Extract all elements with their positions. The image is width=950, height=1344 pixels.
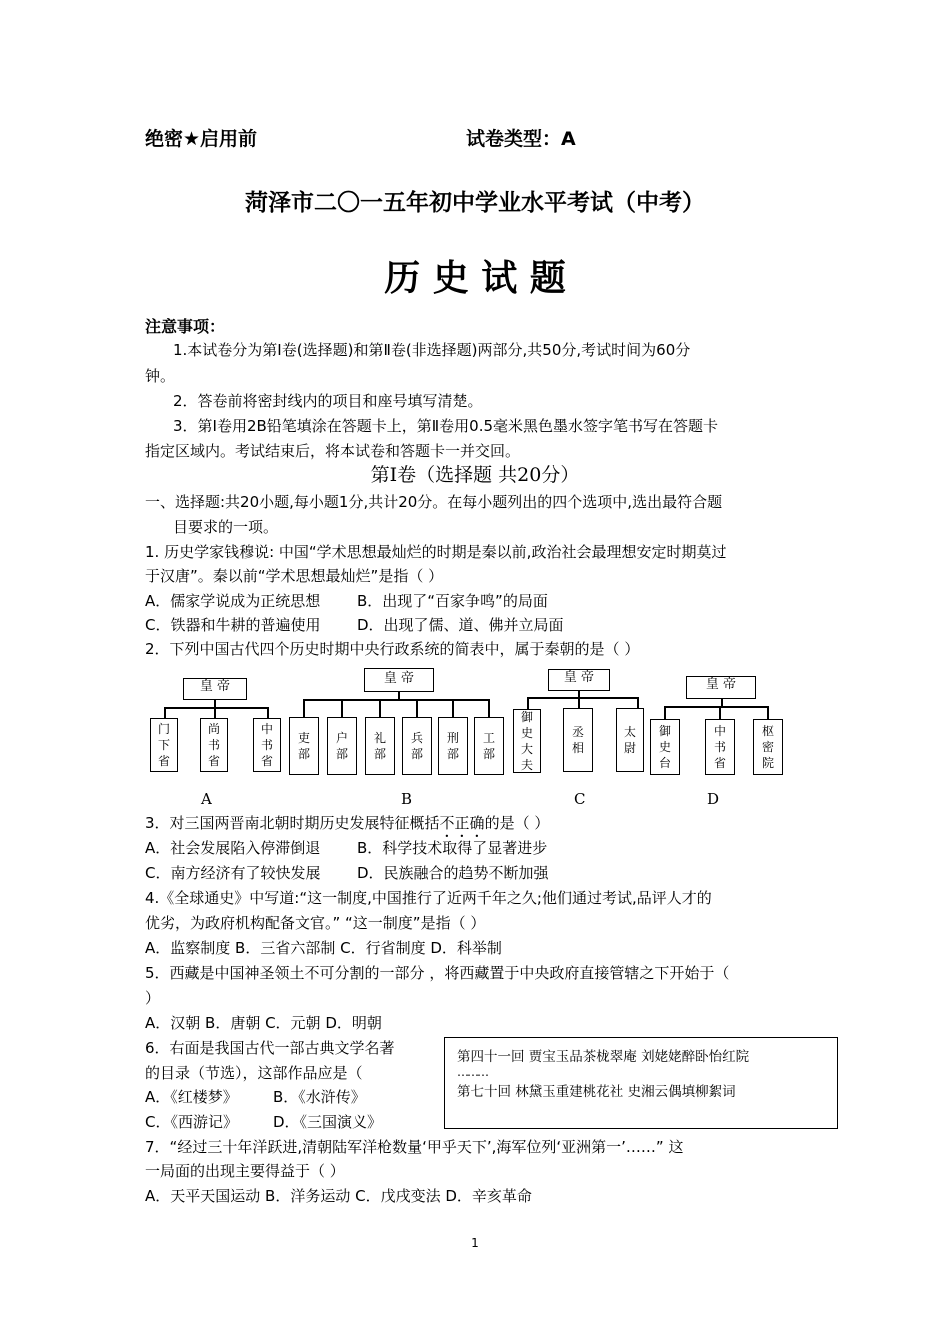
- exam-title: 菏泽市二〇一五年初中学业水平考试（中考）: [245, 190, 705, 216]
- diagram-c-box-2: 丞相: [563, 708, 593, 772]
- q6-stem: 6．右面是我国古代一部古典文学名著: [145, 1039, 395, 1057]
- q1-stem: 1. 历史学家钱穆说: 中国“学术思想最灿烂的时期是秦以前,政治社会最理想安定时期莫过: [145, 543, 727, 561]
- q4-options: A．监察制度 B．三省六部制 C．行省制度 D．科举制: [145, 939, 502, 957]
- diagram-c-box-1: 御史大夫: [513, 709, 541, 773]
- diagram-d-box-3: 枢密院: [753, 719, 783, 775]
- diagram-label-d: D: [707, 790, 720, 808]
- diagram-label-a: A: [201, 790, 212, 808]
- diagram-a-box-2: 尚书省: [200, 718, 228, 772]
- q1-option-d: D．出现了儒、道、佛并立局面: [357, 616, 564, 634]
- paper-type-label: 试卷类型：A: [466, 128, 576, 150]
- diagram-label-c: C: [574, 790, 586, 808]
- q6-contents-line-1: 第四十一回 贾宝玉品茶栊翠庵 刘姥姥醉卧怡红院: [457, 1049, 750, 1065]
- secret-label: 绝密★启用前: [145, 128, 258, 150]
- q6-contents-line-2: 第七十回 林黛玉重建桃花社 史湘云偶填柳絮词: [457, 1084, 736, 1100]
- q6-option-c: C．《西游记》: [145, 1113, 238, 1131]
- diagram-b-box-5: 刑部: [438, 717, 468, 775]
- q6-option-a: A．《红楼梦》: [145, 1088, 238, 1106]
- diagram-b-box-3: 礼部: [365, 717, 395, 775]
- q6-contents-box: [444, 1037, 838, 1129]
- q7-stem-cont: 一局面的出现主要得益于（ ）: [145, 1162, 345, 1180]
- diagram-label-b: B: [401, 790, 413, 808]
- q1-option-a: A．儒家学说成为正统思想: [145, 592, 321, 610]
- q1-stem-cont: 于汉唐”。秦以前“学术思想最灿烂”是指（ ）: [145, 567, 444, 585]
- note-3: 3．第Ⅰ卷用2B铅笔填涂在答题卡上，第Ⅱ卷用0.5毫米黑色墨水签字笔书写在答题卡: [173, 417, 719, 435]
- note-3-cont: 指定区域内。考试结束后，将本试卷和答题卡一并交回。: [145, 442, 521, 460]
- diagram-b-box-2: 户部: [327, 717, 357, 775]
- diagram-b-emperor: 皇 帝: [364, 668, 434, 692]
- subject-title: 历 史 试 题: [384, 258, 566, 299]
- page-number: 1: [471, 1236, 479, 1250]
- part1-title: 第Ⅰ卷（选择题 共20分）: [370, 464, 580, 486]
- diagram-c-emperor: 皇 帝: [548, 669, 610, 691]
- q5-options: A．汉朝 B．唐朝 C．元朝 D．明朝: [145, 1014, 382, 1032]
- q7-stem: 7．“经过三十年洋跃进,清朝陆军洋枪数量‘甲乎天下’,海军位列‘亚洲第一’……” 这: [145, 1138, 684, 1156]
- diagram-a-box-3: 中书省: [253, 718, 281, 772]
- q6-stem-cont: 的目录（节选），这部作品应是（: [145, 1064, 363, 1082]
- notes-heading: 注意事项：: [145, 317, 226, 336]
- q2-stem: 2．下列中国古代四个历史时期中央行政系统的简表中，属于秦朝的是（ ）: [145, 640, 640, 658]
- q6-option-b: B．《水浒传》: [273, 1088, 366, 1106]
- section-instruction-cont: 目要求的一项。: [173, 518, 279, 536]
- q6-option-d: D．《三国演义》: [273, 1113, 383, 1131]
- diagram-d-box-1: 御史台: [650, 719, 680, 775]
- q7-options: A．天平天国运动 B．洋务运动 C．戊戌变法 D．辛亥革命: [145, 1187, 532, 1205]
- q3-option-c: C．南方经济有了较快发展: [145, 864, 321, 882]
- q3-option-b: B．科学技术取得了显著进步: [357, 839, 548, 857]
- note-1-cont: 钟。: [145, 367, 176, 385]
- q5-stem: 5．西藏是中国神圣领土不可分割的一部分 ，将西藏置于中央政府直接管辖之下开始于（: [145, 964, 730, 982]
- q3-stem-emphasis: 不正确: [439, 814, 485, 832]
- q3-option-d: D．民族融合的趋势不断加强: [357, 864, 549, 882]
- section-instruction: 一、选择题:共20小题,每小题1分,共计20分。在每小题列出的四个选项中,选出最符合题: [145, 493, 723, 511]
- q3-stem-post: 的是（ ）: [484, 814, 550, 832]
- q5-stem-cont: ）: [145, 989, 161, 1007]
- diagram-b-box-4: 兵部: [402, 717, 432, 775]
- q4-stem-cont: 优劣，为政府机构配备文官。” “这一制度”是指（ ）: [145, 914, 486, 932]
- q3-option-a: A．社会发展陷入停滞倒退: [145, 839, 321, 857]
- diagram-c-box-3: 太尉: [616, 708, 644, 772]
- note-1: 1.本试卷分为第Ⅰ卷(选择题)和第Ⅱ卷(非选择题)两部分,共50分,考试时间为60分: [173, 341, 691, 359]
- diagram-b-box-1: 吏部: [289, 717, 319, 775]
- q6-contents-ellipsis: ………: [457, 1065, 487, 1079]
- diagram-b-box-6: 工部: [474, 717, 504, 775]
- diagram-d-emperor: 皇 帝: [686, 676, 756, 699]
- q3-stem-pre: 3．对三国两晋南北朝时期历史发展特征概括: [145, 814, 440, 832]
- q1-option-b: B．出现了“百家争鸣”的局面: [357, 592, 548, 610]
- note-2: 2．答卷前将密封线内的项目和座号填写清楚。: [173, 392, 483, 410]
- diagram-a-emperor: 皇 帝: [183, 678, 247, 700]
- diagram-a-box-1: 门下省: [150, 718, 178, 772]
- q4-stem: 4.《全球通史》中写道:“这一制度,中国推行了近两千年之久;他们通过考试,品评人才的: [145, 889, 712, 907]
- diagram-d-box-2: 中书省: [705, 719, 735, 775]
- q1-option-c: C．铁器和牛耕的普遍使用: [145, 616, 321, 634]
